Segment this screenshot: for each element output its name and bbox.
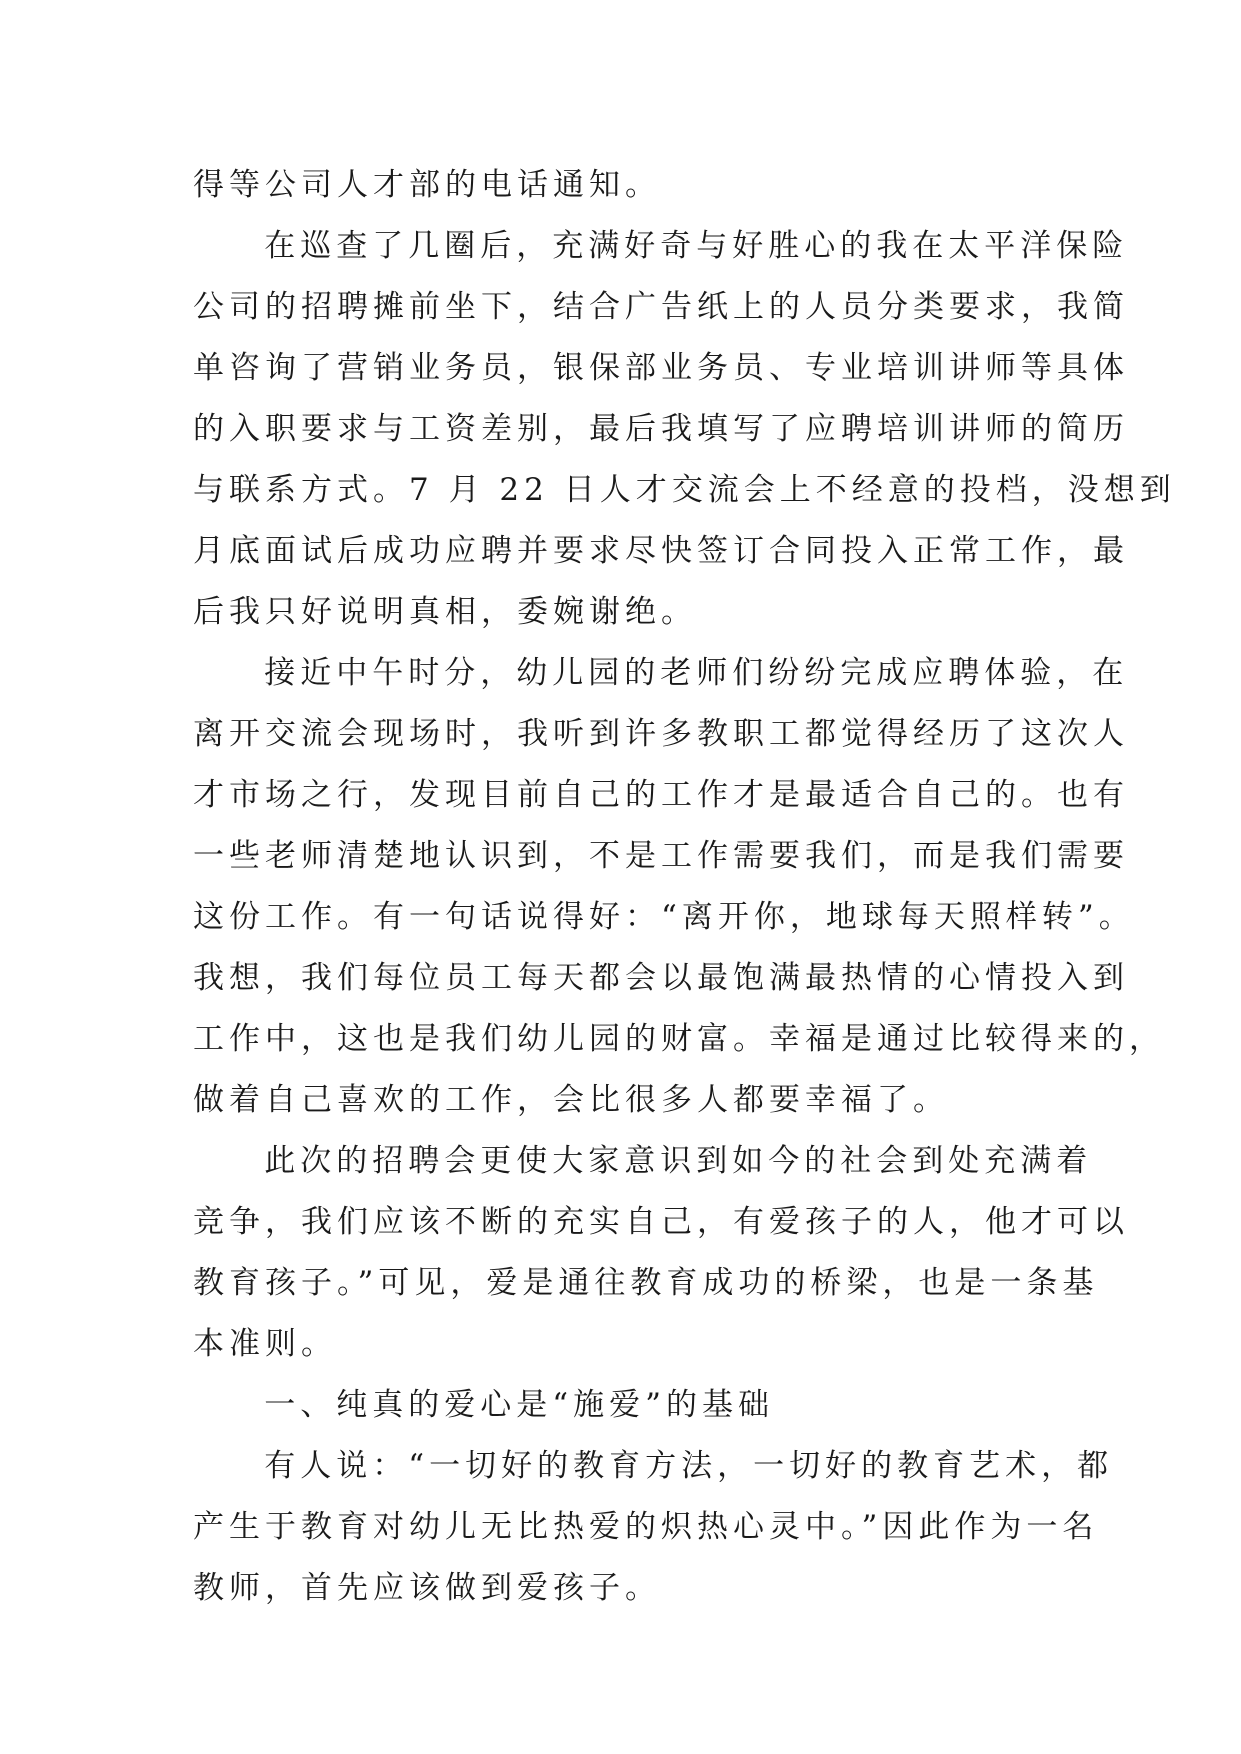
paragraph: [193, 216, 1176, 643]
text-line: 一、纯真的爱心是“施爱”的基础: [264, 1387, 774, 1423]
paragraph: [193, 1436, 1114, 1619]
text-line: 月底面试后成功应聘并要求尽快签订合同投入正常工作，最: [193, 533, 1129, 569]
text-line: 这份工作。有一句话说得好：“离开你，地球每天照样转”。: [193, 899, 1135, 935]
text-line: 得等公司人才部的电话通知。: [193, 167, 661, 203]
text-line: 接近中午时分，幼儿园的老师们纷纷完成应聘体验，在: [264, 655, 1129, 691]
text-line: 竞争，我们应该不断的充实自己，有爱孩子的人，他才可以: [193, 1204, 1129, 1240]
text-line: 一些老师清楚地认识到，不是工作需要我们，而是我们需要: [193, 838, 1129, 874]
text-line: 工作中，这也是我们幼儿园的财富。幸福是通过比较得来的，: [193, 1021, 1165, 1057]
text-line: 做着自己喜欢的工作，会比很多人都要幸福了。: [193, 1082, 949, 1118]
text-line: 离开交流会现场时，我听到许多教职工都觉得经历了这次人: [193, 716, 1129, 752]
paragraph: [193, 155, 1053, 216]
text-line: 有人说：“一切好的教育方法，一切好的教育艺术，都: [264, 1448, 1114, 1484]
section-heading: [193, 1375, 1053, 1436]
text-line: 本准则。: [193, 1326, 337, 1362]
text-line: 在巡查了几圈后，充满好奇与好胜心的我在太平洋保险: [264, 228, 1129, 264]
text-line: 的入职要求与工资差别，最后我填写了应聘培训讲师的简历: [193, 411, 1129, 447]
text-line: 单咨询了营销业务员，银保部业务员、专业培训讲师等具体: [193, 350, 1129, 386]
paragraph: [193, 643, 1165, 1131]
paragraph: [193, 1131, 1129, 1375]
text-line: 教师，首先应该做到爱孩子。: [193, 1570, 661, 1606]
text-line: 才市场之行，发现目前自己的工作才是最适合自己的。也有: [193, 777, 1129, 813]
text-line: 产生于教育对幼儿无比热爱的炽热心灵中。”因此作为一名: [193, 1509, 1099, 1545]
text-line: 后我只好说明真相，委婉谢绝。: [193, 594, 697, 630]
text-line: 教育孩子。”可见，爱是通往教育成功的桥梁，也是一条基: [193, 1265, 1099, 1301]
text-line: 公司的招聘摊前坐下，结合广告纸上的人员分类要求，我简: [193, 289, 1129, 325]
document-body: [193, 155, 1176, 1619]
text-line: 与联系方式。7 月 22 日人才交流会上不经意的投档，没想到: [193, 472, 1176, 508]
text-line: 此次的招聘会更使大家意识到如今的社会到处充满着: [264, 1143, 1093, 1179]
text-line: 我想，我们每位员工每天都会以最饱满最热情的心情投入到: [193, 960, 1129, 996]
